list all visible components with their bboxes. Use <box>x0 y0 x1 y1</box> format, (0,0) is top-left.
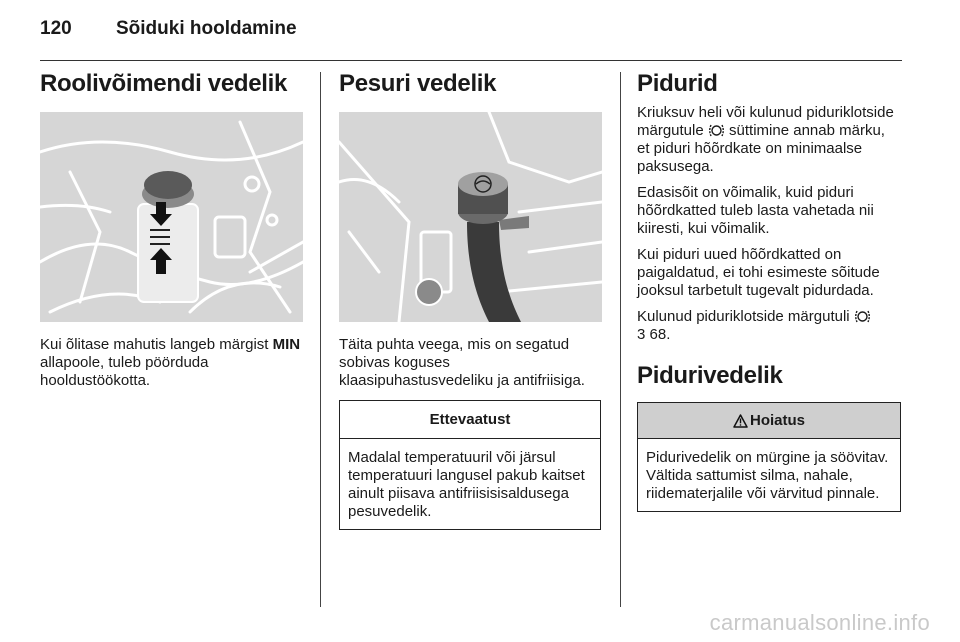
heading-washer-fluid: Pesuri vedelik <box>339 70 497 97</box>
brakes-para-2: Edasisõit on võimalik, kuid piduri hõõrdkatted tuleb lasta vahetada nii kiiresti, kui võimalik. <box>637 184 874 237</box>
warning-triangle-icon <box>733 414 748 428</box>
column-power-steering <box>40 70 304 398</box>
page-reference-link[interactable]: 3 68. <box>637 326 671 343</box>
min-mark-label: MIN <box>272 336 301 353</box>
brakes-para-3: Kui piduri uued hõõrdkatted on paigaldatud, ei tohi esimeste sõitude jooksul tarbetult tugevalt pidurdada. <box>637 246 880 299</box>
washer-fluid-text: Täita puhta veega, mis on segatud sobivas koguses klaasipuhastusvedeliku ja antifriisiga. <box>339 336 585 389</box>
warning-header <box>638 403 900 439</box>
power-steering-reservoir-illustration <box>40 112 303 322</box>
warning-box <box>637 402 901 512</box>
heading-brakes: Pidurid <box>637 70 718 97</box>
heading-power-steering-fluid: Roolivõimendi vedelik <box>40 70 288 97</box>
caution-text: Madalal temperatuuril või järsul temperatuuri langusel pakub kaitset ainult piisava antifriisisisaldusega pesuvedelik. <box>348 449 585 520</box>
page-header <box>40 18 297 40</box>
brake-pad-indicator-icon <box>854 309 871 324</box>
washer-fluid-reservoir-illustration <box>339 112 602 322</box>
section-title: Sõiduki hooldamine <box>116 18 297 39</box>
caution-box <box>339 400 601 530</box>
column-divider <box>320 72 321 607</box>
watermark: carmanualsonline.info <box>709 610 930 635</box>
brake-pad-indicator-icon <box>708 123 725 138</box>
brakes-para-1: Kriuksuv heli või kulunud piduriklotside märgutule süttimine annab märku, et piduri hõõrdkate on minimaalse paksusega. <box>637 104 894 175</box>
warning-title: Hoiatus <box>749 412 805 429</box>
column-washer-fluid <box>339 70 601 530</box>
caution-title: Ettevaatust <box>340 401 600 439</box>
column-brakes <box>637 70 901 512</box>
brakes-para-4: Kulunud piduriklotside märgutuli 3 68. <box>637 308 901 344</box>
header-rule <box>40 60 902 61</box>
warning-text: Pidurivedelik on mürgine ja söövitav. Vältida sattumist silma, nahale, riidematerjalile või värvitud pinnale. <box>646 449 889 502</box>
power-steering-text: Kui õlitase mahutis langeb märgist MIN allapoole, tuleb pöörduda hooldustöökotta. <box>40 336 301 389</box>
heading-brake-fluid: Pidurivedelik <box>637 362 783 389</box>
column-divider <box>620 72 621 607</box>
page-number: 120 <box>40 18 72 39</box>
